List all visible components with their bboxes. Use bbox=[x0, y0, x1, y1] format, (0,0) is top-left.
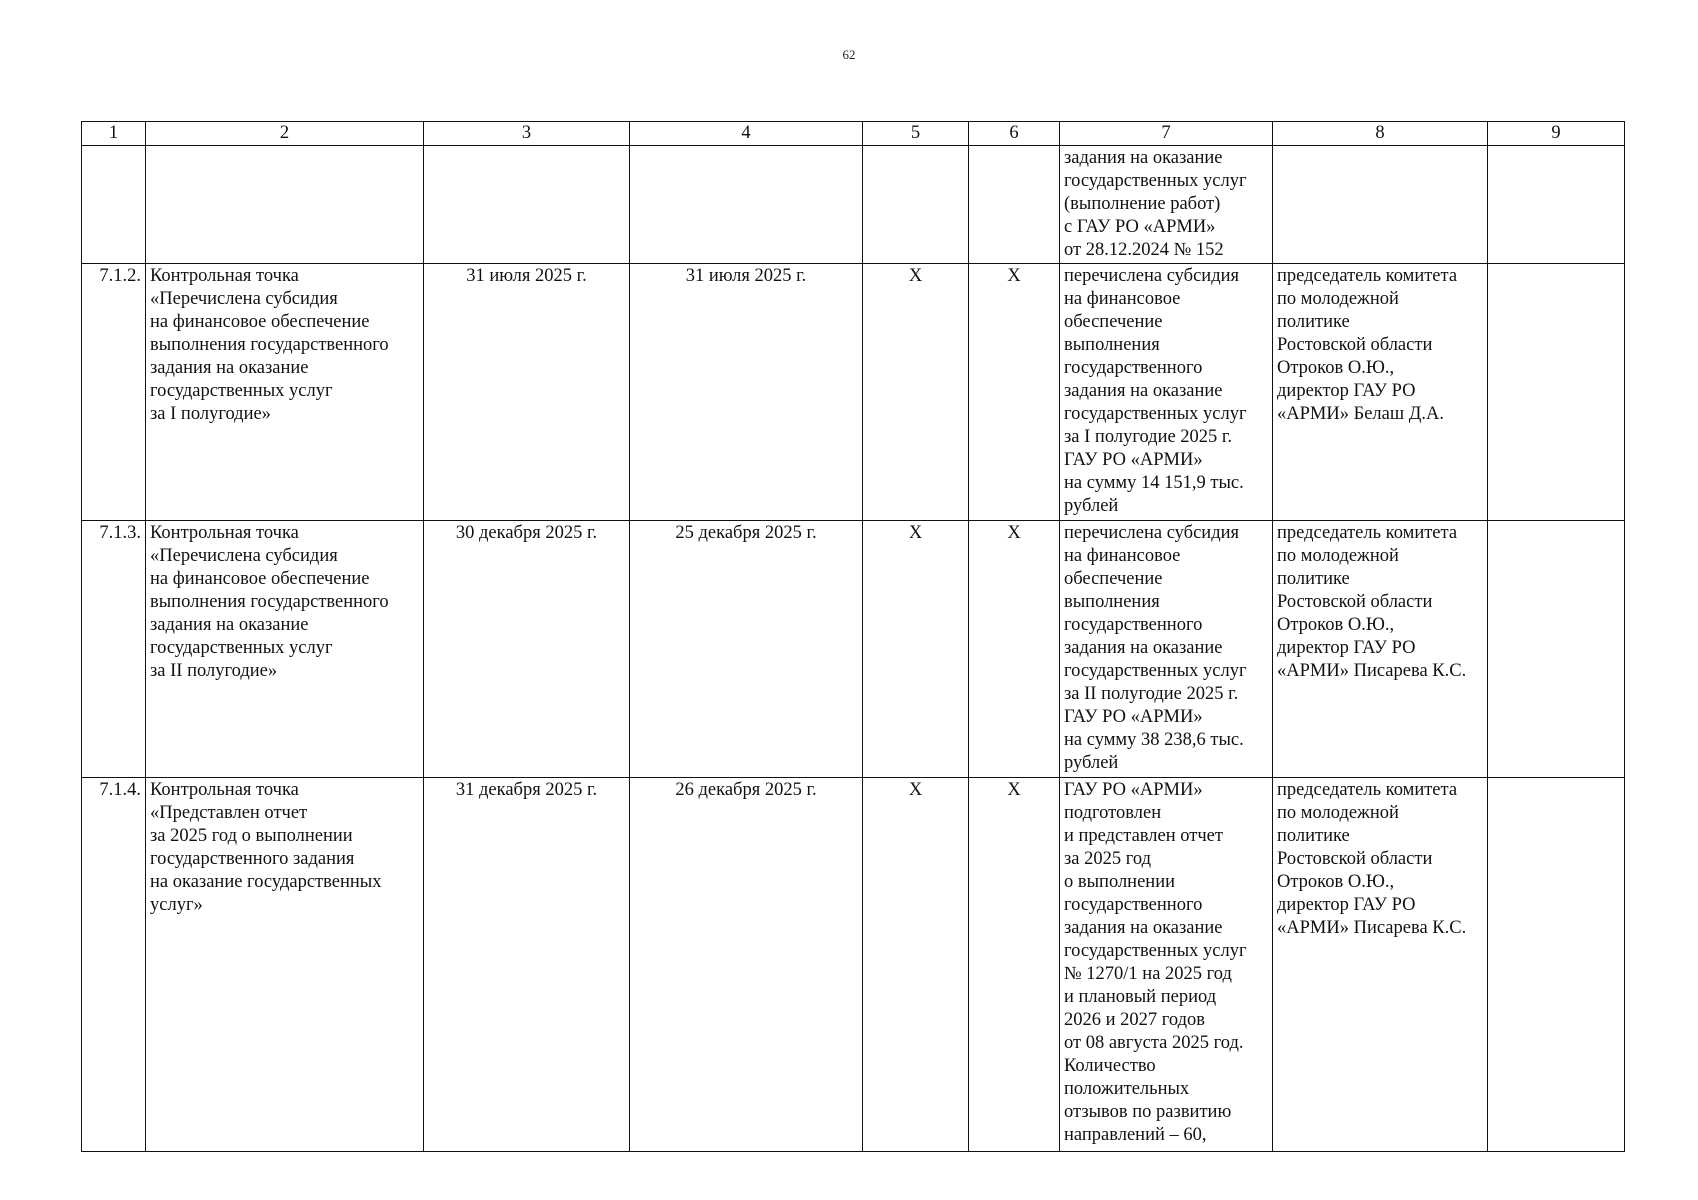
col9-cell bbox=[1488, 778, 1625, 1152]
header-cell: 4 bbox=[630, 122, 863, 146]
header-cell: 3 bbox=[424, 122, 630, 146]
row-number: 7.1.2. bbox=[82, 264, 146, 521]
col6-cell: Х bbox=[969, 264, 1060, 521]
plan-date: 31 декабря 2025 г. bbox=[424, 778, 630, 1152]
table-header-row bbox=[82, 122, 1625, 146]
checkpoint-name: Контрольная точка «Перечислена субсидия на финансовое обеспечение выполнения государственного задания на оказание государственных услуг за II полугодие» bbox=[146, 521, 424, 778]
result-cell: ГАУ РО «АРМИ» подготовлен и представлен отчет за 2025 год о выполнении государственного задания на оказание государственных услуг № 1270/1 на 2025 год и плановый период 2026 и 2027 годов от 08 августа 2025 год. Количество положительных отзывов по развитию направлений – 60, bbox=[1060, 778, 1273, 1152]
row-number bbox=[82, 146, 146, 264]
result-cell: задания на оказание государственных услуг (выполнение работ) с ГАУ РО «АРМИ» от 28.12.2024 № 152 bbox=[1060, 146, 1273, 264]
responsible-cell: председатель комитета по молодежной политике Ростовской области Отроков О.Ю., директор ГАУ РО «АРМИ» Писарева К.С. bbox=[1273, 778, 1488, 1152]
col6-cell bbox=[969, 146, 1060, 264]
table-row bbox=[82, 146, 1625, 264]
result-cell: перечислена субсидия на финансовое обеспечение выполнения государственного задания на оказание государственных услуг за I полугодие 2025 г. ГАУ РО «АРМИ» на сумму 14 151,9 тыс. рублей bbox=[1060, 264, 1273, 521]
page-number: 62 bbox=[842, 47, 856, 62]
fact-date: 25 декабря 2025 г. bbox=[630, 521, 863, 778]
table-row bbox=[82, 264, 1625, 521]
row-number: 7.1.4. bbox=[82, 778, 146, 1152]
col5-cell: Х bbox=[863, 521, 969, 778]
report-table bbox=[81, 121, 1625, 1152]
responsible-cell: председатель комитета по молодежной политике Ростовской области Отроков О.Ю., директор ГАУ РО «АРМИ» Белаш Д.А. bbox=[1273, 264, 1488, 521]
responsible-cell: председатель комитета по молодежной политике Ростовской области Отроков О.Ю., директор ГАУ РО «АРМИ» Писарева К.С. bbox=[1273, 521, 1488, 778]
header-cell: 5 bbox=[863, 122, 969, 146]
result-cell: перечислена субсидия на финансовое обеспечение выполнения государственного задания на оказание государственных услуг за II полугодие 2025 г. ГАУ РО «АРМИ» на сумму 38 238,6 тыс. рублей bbox=[1060, 521, 1273, 778]
plan-date: 31 июля 2025 г. bbox=[424, 264, 630, 521]
col6-cell: Х bbox=[969, 778, 1060, 1152]
responsible-cell bbox=[1273, 146, 1488, 264]
col5-cell: Х bbox=[863, 778, 969, 1152]
col9-cell bbox=[1488, 264, 1625, 521]
header-cell: 9 bbox=[1488, 122, 1625, 146]
row-number: 7.1.3. bbox=[82, 521, 146, 778]
plan-date bbox=[424, 146, 630, 264]
checkpoint-name: Контрольная точка «Представлен отчет за 2025 год о выполнении государственного задания на оказание государственных услуг» bbox=[146, 778, 424, 1152]
plan-date: 30 декабря 2025 г. bbox=[424, 521, 630, 778]
col9-cell bbox=[1488, 521, 1625, 778]
table-row bbox=[82, 521, 1625, 778]
header-cell: 1 bbox=[82, 122, 146, 146]
fact-date: 31 июля 2025 г. bbox=[630, 264, 863, 521]
header-cell: 2 bbox=[146, 122, 424, 146]
header-cell: 6 bbox=[969, 122, 1060, 146]
fact-date: 26 декабря 2025 г. bbox=[630, 778, 863, 1152]
header-cell: 7 bbox=[1060, 122, 1273, 146]
checkpoint-name: Контрольная точка «Перечислена субсидия на финансовое обеспечение выполнения государственного задания на оказание государственных услуг за I полугодие» bbox=[146, 264, 424, 521]
col5-cell: Х bbox=[863, 264, 969, 521]
col9-cell bbox=[1488, 146, 1625, 264]
table-row bbox=[82, 778, 1625, 1152]
checkpoint-name bbox=[146, 146, 424, 264]
fact-date bbox=[630, 146, 863, 264]
col5-cell bbox=[863, 146, 969, 264]
header-cell: 8 bbox=[1273, 122, 1488, 146]
col6-cell: Х bbox=[969, 521, 1060, 778]
